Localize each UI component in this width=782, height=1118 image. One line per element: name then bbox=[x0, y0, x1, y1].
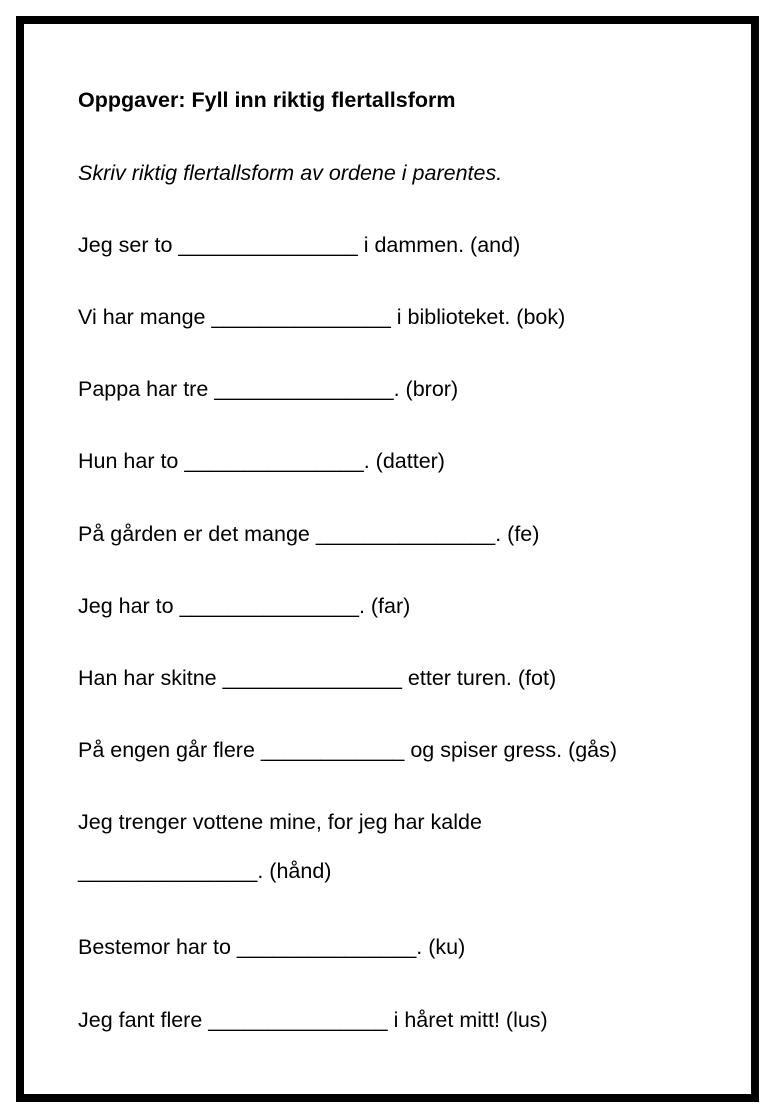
exercise-far: Jeg har to _______________. (far) bbox=[78, 594, 411, 618]
worksheet-page bbox=[16, 16, 759, 1102]
worksheet-title: Oppgaver: Fyll inn riktig flertallsform bbox=[78, 88, 456, 112]
exercise-bok: Vi har mange _______________ i biblioteket. (bok) bbox=[78, 305, 566, 329]
worksheet-instruction: Skriv riktig flertallsform av ordene i parentes. bbox=[78, 161, 503, 185]
exercise-fot: Han har skitne _______________ etter turen. (fot) bbox=[78, 666, 557, 690]
exercise-hand-line2: _______________. (hånd) bbox=[78, 859, 332, 883]
exercise-hand bbox=[78, 810, 482, 884]
exercise-lus: Jeg fant flere _______________ i håret mitt! (lus) bbox=[78, 1008, 548, 1032]
exercise-gas: På engen går flere ____________ og spiser gress. (gås) bbox=[78, 738, 618, 762]
exercise-and: Jeg ser to _______________ i dammen. (and) bbox=[78, 233, 521, 257]
exercise-datter: Hun har to _______________. (datter) bbox=[78, 449, 445, 473]
exercise-ku: Bestemor har to _______________. (ku) bbox=[78, 935, 466, 959]
exercise-bror: Pappa har tre _______________. (bror) bbox=[78, 377, 459, 401]
exercise-fe: På gården er det mange _______________. (fe) bbox=[78, 522, 540, 546]
exercise-hand-line1: Jeg trenger vottene mine, for jeg har kalde bbox=[78, 810, 482, 834]
